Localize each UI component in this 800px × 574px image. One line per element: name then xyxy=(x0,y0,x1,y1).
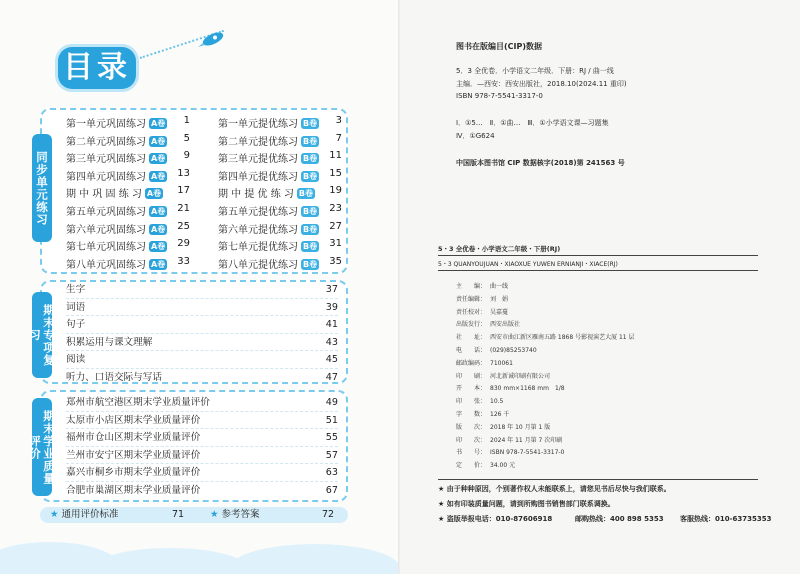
toc-entry[interactable] xyxy=(66,447,338,465)
toc-entry-title: 第八单元提优练习 xyxy=(218,259,298,271)
toc-entry-title: 期 中 提 优 练 习 xyxy=(218,189,294,201)
info-row xyxy=(456,358,513,367)
section-label: 期末专项复习 xyxy=(32,292,52,378)
volume-badge: B卷 xyxy=(303,242,318,252)
toc-entry[interactable] xyxy=(66,150,167,165)
section-final-review xyxy=(28,280,348,384)
info-value: ISBN 978-7-5541-3317-0 xyxy=(490,449,565,457)
toc-entry[interactable] xyxy=(218,115,319,130)
book-title-cn: 5・3 全优卷・小学语文二年级・下册(RJ) xyxy=(438,245,561,253)
info-label: 定 价： xyxy=(456,462,487,470)
volume-badge: A卷 xyxy=(151,207,166,216)
toc-entry[interactable] xyxy=(66,464,338,482)
cip-title: 图书在版编目(CIP)数据 xyxy=(456,42,543,51)
toc-entry-title: 第四单元巩固练习 xyxy=(66,171,146,183)
quality-eval-list xyxy=(66,394,338,500)
toc-entry[interactable] xyxy=(66,221,167,236)
toc-entry-title: 第五单元巩固练习 xyxy=(66,207,146,218)
info-value: 34.00 元 xyxy=(490,462,516,470)
appendix-bar xyxy=(40,507,348,523)
info-label: 邮政编码： xyxy=(456,359,487,367)
toc-entry-page: 29 xyxy=(177,238,190,250)
toc-entry-page: 11 xyxy=(329,150,342,162)
volume-badge: B卷 xyxy=(298,189,314,199)
hotline-service: 客服热线：010-63735353 xyxy=(680,515,772,523)
toc-entry-title: 听力、口语交际与写话 xyxy=(66,371,162,383)
info-label: 责任校对： xyxy=(456,308,487,316)
info-value: 西安市曲江新区雁南五路 1868 号影视演艺大厦 11 层 xyxy=(490,334,635,342)
toc-entry-title: 嘉兴市桐乡市期末学业质量评价 xyxy=(66,467,201,479)
toc-entry-page: 33 xyxy=(177,255,190,267)
toc-entry-page: 1 xyxy=(183,115,190,126)
section-quality-eval xyxy=(28,390,348,502)
toc-entry-title: 第二单元提优练习 xyxy=(218,136,298,148)
toc-entry-page: 55 xyxy=(325,432,338,444)
info-label: 印 次： xyxy=(456,436,487,444)
toc-entry[interactable] xyxy=(66,412,338,430)
info-row xyxy=(456,307,508,316)
info-row xyxy=(456,294,508,303)
notice-text: ★ 如有印装质量问题，请到所购图书销售部门联系调换。 xyxy=(438,500,615,508)
info-row xyxy=(456,435,562,444)
info-row xyxy=(456,396,503,405)
divider xyxy=(438,479,758,480)
volume-badge: B卷 xyxy=(303,119,318,128)
toc-entry[interactable] xyxy=(66,168,167,183)
toc-entry-title: 兰州市安宁区期末学业质量评价 xyxy=(66,449,201,461)
info-row xyxy=(456,460,515,469)
info-value: 710061 xyxy=(490,359,513,367)
info-label: 印 刷： xyxy=(456,372,487,380)
info-row xyxy=(456,422,550,431)
info-row xyxy=(456,319,520,328)
toc-entry-page: 25 xyxy=(177,220,190,232)
toc-entry-title: 郑州市航空港区期末学业质量评价 xyxy=(66,397,210,408)
info-value: 2018 年 10 月第 1 版 xyxy=(490,423,551,431)
toc-entry-title: 第四单元提优练习 xyxy=(218,171,298,183)
toc-entry-page: 9 xyxy=(183,150,190,162)
info-label: 社 址： xyxy=(456,334,487,342)
info-value: (029)85253740 xyxy=(490,347,537,354)
appendix-item[interactable] xyxy=(210,507,260,523)
toc-entry[interactable] xyxy=(66,482,338,500)
volume-badge: B卷 xyxy=(303,136,318,146)
toc-entry-title: 句子 xyxy=(66,319,86,331)
toc-entry[interactable] xyxy=(66,394,338,412)
toc-entry-page: 41 xyxy=(325,319,338,331)
volume-badge: B卷 xyxy=(303,224,318,234)
volume-badge: B卷 xyxy=(303,207,318,216)
toc-entry-title: 期 中 巩 固 练 习 xyxy=(66,189,142,201)
info-value: 河北新诚印刷有限公司 xyxy=(490,372,551,380)
toc-entry-page: 3 xyxy=(335,115,342,126)
divider xyxy=(438,270,758,271)
toc-entry[interactable] xyxy=(66,316,338,334)
cip-class: Ⅳ．①G624 xyxy=(456,132,495,140)
toc-entry-title: 第三单元提优练习 xyxy=(218,154,298,166)
toc-entry-page: 37 xyxy=(325,284,338,295)
toc-entry[interactable] xyxy=(218,168,319,183)
divider xyxy=(438,255,758,256)
toc-entry[interactable] xyxy=(66,369,338,387)
toc-entry[interactable] xyxy=(66,256,167,271)
toc-entry-page: 31 xyxy=(329,238,342,250)
page-title: 目录 xyxy=(58,47,136,89)
info-row xyxy=(456,447,564,456)
toc-entry-page: 39 xyxy=(325,301,338,313)
volume-badge: A卷 xyxy=(151,259,166,269)
toc-entry[interactable] xyxy=(66,185,163,200)
info-value: 830 mm×1168 mm 1/8 xyxy=(490,385,565,393)
toc-entry-title: 第七单元提优练习 xyxy=(218,242,298,254)
toc-entry[interactable] xyxy=(66,133,167,148)
cip-line: 主编．—西安：西安出版社，2018.10(2024.11 重印) xyxy=(456,80,627,88)
info-label: 主 编： xyxy=(456,283,487,290)
toc-entry[interactable] xyxy=(218,203,319,218)
toc-title-block xyxy=(58,45,138,93)
toc-entry-title: 第七单元巩固练习 xyxy=(66,242,146,254)
info-row xyxy=(456,281,508,290)
star-icon: ★ xyxy=(210,509,219,520)
toc-entry-page: 63 xyxy=(325,467,338,479)
toc-entry-title: 生字 xyxy=(66,284,86,295)
toc-entry[interactable] xyxy=(218,221,319,236)
volume-badge: B卷 xyxy=(303,154,318,164)
toc-entry-page: 49 xyxy=(325,397,338,408)
info-value: 2024 年 11 月第 7 次印刷 xyxy=(490,436,563,444)
info-row xyxy=(456,332,635,341)
toc-entry-page: 17 xyxy=(177,185,190,197)
cip-line: ISBN 978-7-5541-3317-0 xyxy=(456,92,543,100)
volume-badge: B卷 xyxy=(303,171,318,181)
appendix-item-page: 72 xyxy=(322,509,335,520)
volume-badge: A卷 xyxy=(151,119,166,128)
toc-entry-page: 21 xyxy=(177,203,190,214)
toc-entry-page: 43 xyxy=(325,336,338,348)
toc-entry-page: 7 xyxy=(335,132,342,144)
info-value: 吴嘉蔓 xyxy=(490,308,509,316)
volume-badge: A卷 xyxy=(151,136,166,146)
book-title-pinyin: 5・3 QUANYOUJUAN・XIAOXUE YUWEN ERNIANJI・XIACE(RJ) xyxy=(438,261,618,268)
toc-entry-title: 阅读 xyxy=(66,354,86,366)
toc-entry[interactable] xyxy=(66,351,338,369)
toc-entry-page: 23 xyxy=(329,203,342,214)
volume-badge: A卷 xyxy=(151,224,166,234)
toc-entry-title: 第二单元巩固练习 xyxy=(66,136,146,148)
info-label: 责任编辑： xyxy=(456,295,487,303)
info-label: 印 张： xyxy=(456,398,487,406)
toc-entry-title: 第六单元巩固练习 xyxy=(66,224,146,236)
toc-entry-page: 13 xyxy=(177,167,190,179)
volume-badge: A卷 xyxy=(151,154,166,164)
toc-entry-title: 第一单元巩固练习 xyxy=(66,119,146,130)
info-row xyxy=(456,371,550,380)
toc-entry-title: 第八单元巩固练习 xyxy=(66,259,146,271)
toc-entry-title: 第一单元提优练习 xyxy=(218,119,298,130)
toc-entry-title: 词语 xyxy=(66,301,86,313)
toc-entry[interactable] xyxy=(218,133,319,148)
toc-entry-title: 合肥市巢湖区期末学业质量评价 xyxy=(66,484,201,496)
info-label: 版 次： xyxy=(456,423,487,431)
final-review-list xyxy=(66,281,338,387)
toc-entry[interactable] xyxy=(218,150,319,165)
toc-entry-page: 15 xyxy=(329,167,342,179)
appendix-item-page: 71 xyxy=(172,509,185,520)
info-row xyxy=(456,383,565,392)
cip-class: Ⅰ．①5… Ⅱ．①曲… Ⅲ．①小学语文课—习题集 xyxy=(456,119,609,127)
hotline-piracy: ★ 盗版举报电话：010-87606918 xyxy=(438,515,553,523)
toc-entry-page: 35 xyxy=(329,255,342,267)
toc-entry[interactable] xyxy=(218,185,315,200)
cip-number: 中国版本图书馆 CIP 数据核字(2018)第 241563 号 xyxy=(456,159,625,167)
toc-entry-title: 积累运用与课文理解 xyxy=(66,336,153,348)
volume-badge: A卷 xyxy=(151,171,166,181)
info-value: 曲一线 xyxy=(490,283,509,290)
toc-entry-title: 第六单元提优练习 xyxy=(218,224,298,236)
toc-entry-page: 67 xyxy=(325,484,338,496)
toc-entry[interactable] xyxy=(66,429,338,447)
toc-entry-title: 第三单元巩固练习 xyxy=(66,154,146,166)
toc-entry[interactable] xyxy=(66,281,338,299)
appendix-item-label: 参考答案 xyxy=(221,509,260,520)
toc-entry-page: 51 xyxy=(325,414,338,426)
volume-badge: A卷 xyxy=(151,242,166,252)
info-label: 书 号： xyxy=(456,449,487,457)
toc-entry[interactable] xyxy=(66,238,167,253)
star-icon: ★ xyxy=(50,509,59,520)
toc-entry[interactable] xyxy=(66,203,167,218)
info-value: 10.5 xyxy=(490,398,504,406)
notice-text: ★ 由于种种原因，个别著作权人未能联系上，请您见书后尽快与我们联系。 xyxy=(438,485,671,493)
volume-badge: B卷 xyxy=(303,259,318,269)
toc-entry[interactable] xyxy=(218,256,319,271)
cloud-decoration xyxy=(230,544,400,574)
toc-entry-page: 45 xyxy=(325,354,338,366)
toc-entry-title: 第五单元提优练习 xyxy=(218,207,298,218)
info-label: 电 话： xyxy=(456,347,487,354)
toc-entry-title: 太原市小店区期末学业质量评价 xyxy=(66,414,201,426)
info-label: 字 数： xyxy=(456,411,487,418)
section-label: 同步单元练习 xyxy=(32,134,52,242)
cloud-decoration xyxy=(90,548,250,574)
toc-entry-page: 19 xyxy=(329,185,342,197)
info-label: 开 本： xyxy=(456,385,487,393)
toc-entry[interactable] xyxy=(218,238,319,253)
info-label: 出版发行： xyxy=(456,321,487,329)
toc-entry-page: 57 xyxy=(325,449,338,461)
info-value: 刘 娟 xyxy=(490,295,509,303)
info-row xyxy=(456,345,537,354)
toc-entry[interactable] xyxy=(66,299,338,317)
toc-entry-page: 27 xyxy=(329,220,342,232)
cip-line: 5．3 全优卷．小学语文二年级．下册：RJ / 曲一线 xyxy=(456,67,614,75)
info-row xyxy=(456,409,509,418)
toc-entry-title: 福州市仓山区期末学业质量评价 xyxy=(66,432,201,444)
rocket-icon xyxy=(196,28,226,50)
toc-entry[interactable] xyxy=(66,115,167,130)
toc-entry-page: 5 xyxy=(183,132,190,144)
info-value: 西安出版社 xyxy=(490,321,521,329)
section-label: 期末学业质量评价 xyxy=(32,398,52,496)
info-value: 126 千 xyxy=(490,411,510,418)
hotline-mail-order: 邮购热线：400 898 5353 xyxy=(575,515,664,523)
appendix-item-label: 通用评价标准 xyxy=(61,509,119,520)
section-sync-practice xyxy=(35,108,348,274)
appendix-item[interactable] xyxy=(50,507,119,523)
toc-entry[interactable] xyxy=(66,334,338,352)
volume-badge: A卷 xyxy=(146,189,162,199)
toc-entry-page: 47 xyxy=(325,371,338,383)
